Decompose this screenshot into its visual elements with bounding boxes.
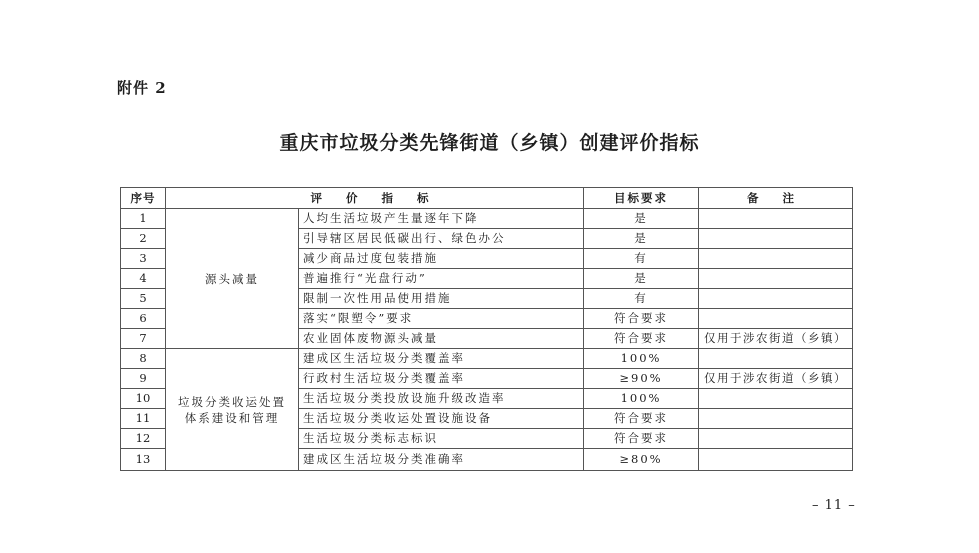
target-cell: 有 — [584, 289, 699, 309]
index-cell: 2 — [121, 229, 166, 249]
remark-cell — [699, 349, 853, 369]
remark-cell — [699, 429, 853, 449]
indicator-cell: 建成区生活垃圾分类准确率 — [299, 449, 584, 471]
remark-cell — [699, 409, 853, 429]
index-cell: 3 — [121, 249, 166, 269]
indicator-cell: 人均生活垃圾产生量逐年下降 — [299, 209, 584, 229]
indicator-cell: 落实“限塑令”要求 — [299, 309, 584, 329]
remark-cell: 仅用于涉农街道（乡镇） — [699, 329, 853, 349]
header-target: 目标要求 — [584, 188, 699, 209]
category-label: 源头减量 — [205, 271, 259, 286]
index-cell: 13 — [121, 449, 166, 471]
indicator-cell: 行政村生活垃圾分类覆盖率 — [299, 369, 584, 389]
indicator-cell: 生活垃圾分类投放设施升级改造率 — [299, 389, 584, 409]
target-cell: 符合要求 — [584, 329, 699, 349]
target-cell: 100% — [584, 389, 699, 409]
target-cell: 100% — [584, 349, 699, 369]
remark-cell: 仅用于涉农街道（乡镇） — [699, 369, 853, 389]
remark-cell — [699, 309, 853, 329]
index-cell: 9 — [121, 369, 166, 389]
indicator-cell: 生活垃圾分类标志标识 — [299, 429, 584, 449]
index-cell: 1 — [121, 209, 166, 229]
table-row — [121, 349, 853, 369]
target-cell: 是 — [584, 229, 699, 249]
target-cell: 是 — [584, 209, 699, 229]
header-remark: 备 注 — [699, 188, 853, 209]
index-cell: 10 — [121, 389, 166, 409]
document-title: 重庆市垃圾分类先锋街道（乡镇）创建评价指标 — [279, 132, 700, 154]
target-cell: 是 — [584, 269, 699, 289]
remark-cell — [699, 209, 853, 229]
category-cell — [166, 349, 299, 471]
indicator-cell: 建成区生活垃圾分类覆盖率 — [299, 349, 584, 369]
target-cell: 有 — [584, 249, 699, 269]
indicator-cell: 农业固体废物源头减量 — [299, 329, 584, 349]
indicator-cell: 普遍推行“光盘行动” — [299, 269, 584, 289]
remark-cell — [699, 249, 853, 269]
index-cell: 8 — [121, 349, 166, 369]
index-cell: 11 — [121, 409, 166, 429]
index-cell: 7 — [121, 329, 166, 349]
category-label-line-2: 体系建设和管理 — [184, 410, 280, 425]
category-cell — [166, 209, 299, 349]
target-cell: 符合要求 — [584, 309, 699, 329]
remark-cell — [699, 229, 853, 249]
target-cell: 符合要求 — [584, 429, 699, 449]
remark-cell — [699, 289, 853, 309]
indicator-cell: 引导辖区居民低碳出行、绿色办公 — [299, 229, 584, 249]
table-row — [121, 209, 853, 229]
indicator-cell: 生活垃圾分类收运处置设施设备 — [299, 409, 584, 429]
table-header-row — [121, 188, 853, 209]
target-cell: ≥90% — [584, 369, 699, 389]
indicator-cell: 限制一次性用品使用措施 — [299, 289, 584, 309]
target-cell: ≥80% — [584, 449, 699, 471]
index-cell: 6 — [121, 309, 166, 329]
header-index: 序号 — [121, 188, 166, 209]
evaluation-table — [120, 187, 853, 471]
page-number: – 11 – — [812, 498, 856, 513]
index-cell: 5 — [121, 289, 166, 309]
category-label-line-1: 垃圾分类收运处置 — [178, 394, 286, 409]
index-cell: 4 — [121, 269, 166, 289]
indicator-cell: 减少商品过度包装措施 — [299, 249, 584, 269]
remark-cell — [699, 389, 853, 409]
header-indicator: 评 价 指 标 — [166, 188, 584, 209]
index-cell: 12 — [121, 429, 166, 449]
target-cell: 符合要求 — [584, 409, 699, 429]
remark-cell — [699, 449, 853, 471]
attachment-label: 附件 2 — [117, 79, 167, 97]
remark-cell — [699, 269, 853, 289]
